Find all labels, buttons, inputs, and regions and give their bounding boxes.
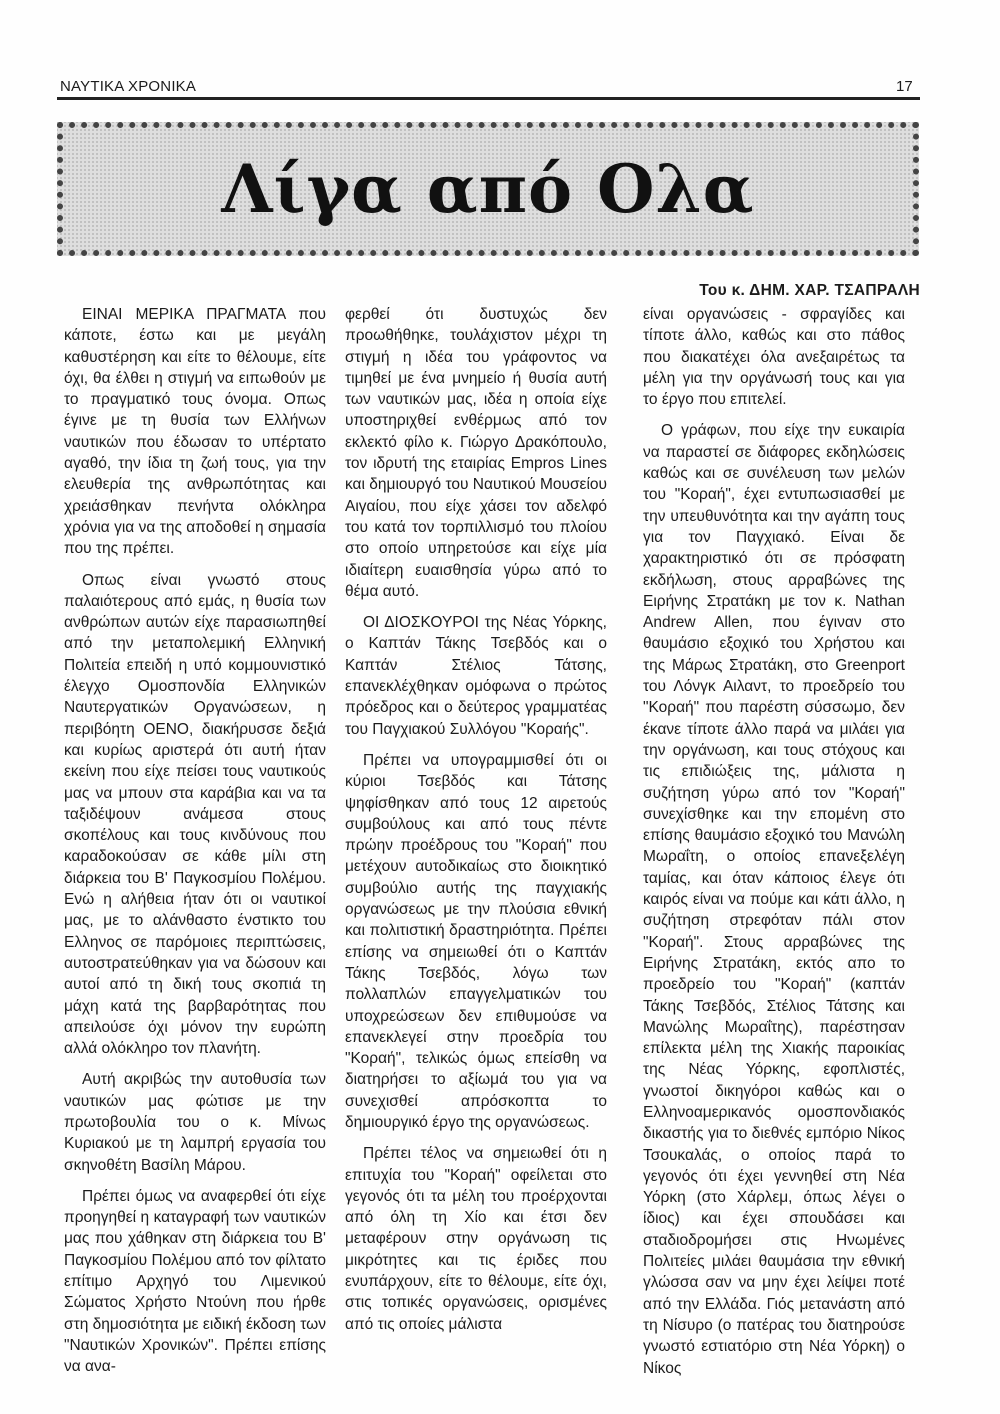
header-rule	[57, 97, 920, 100]
page-number: 17	[896, 78, 913, 95]
title-banner	[57, 122, 919, 256]
article-byline: Του κ. ΔΗΜ. ΧΑΡ. ΤΣΑΠΡΑΛΗ	[699, 282, 920, 299]
paragraph: ΟΙ ΔΙΟΣΚΟΥΡΟΙ της Νέας Υόρκης, ο Καπτάν Τάκης Τσεβδός και ο Καπτάν Στέλιος Τάτσης, επανεκλέχθηκαν ομόφωνα ο πρώτος πρόεδρος και ο δεύτερος γραμματέας του Παγχιακού Συλλόγου "Κοραής".	[345, 614, 607, 738]
article-column-2	[345, 304, 607, 1345]
paragraph: Οπως είναι γνωστό στους παλαιότερους από εμάς, η θυσία των ανθρώπων αυτών είχε παρασιωπηθεί από την μεταπολεμική Ελληνική Πολιτεία επειδή η υπό κομμουνιστικό έλεγχο Ομοσπονδία Ελληνικών Ναυτεργατικών Οργανώσεων, η περιβόητη ΟΕΝΟ, διακήρυσσε δεξιά και κυρίως αριστερά ότι αυτή ήταν εκείνη που είχε πείσει τους ναυτικούς μας να μπουν στα καράβια και να τα ταξιδέψουν ανάμεσα στους σκοπέλους και τους κινδύνους που καραδοκούσαν σε κάθε μίλι στη διάρκεια του Β' Παγκοσμίου Πολέμου. Ενώ η αλήθεια ήταν ότι οι ναυτικοί μας, με το αλάνθαστο ένστικτο του Ελληνος σε παρόμοιες περιπτώσεις, αυτοστρατεύθηκαν για να δώσουν και αυτοί από τη δική τους σκοπιά τη μάχη κατά της βαρβαρότητας που απειλούσε όχι μόνον την ευρώπη αλλά ολόκληρο τον πλανήτη.	[64, 571, 326, 1058]
paragraph: Ο γράφων, που είχε την ευκαιρία να παραστεί σε διάφορες εκδηλώσεις καθώς και σε συνέλευση των μελών του "Κοραή", έχει εντυπωσιασθεί με την υπευθυνότητα και την αγάπη τους για τον Παγχιακό. Είναι δε χαρακτηριστικό ότι σε πρόσφατη εκδήλωση, στους αρραβώνες της Ειρήνης Στρατάκη με τον κ. Nathan Andrew Allen, που έγιναν στο θαυμάσιο εξοχικό του Χρήστου και της Μάρως Στρατάκη, στο Greenport του Λόνγκ Αιλαντ, το προεδρείο του "Κοραή" που παρέστη σύσσωμο, δεν έκανε τίποτε άλλο παρά να μιλάει για την οργάνωση, και τους στόχους και τις επιδιώξεις της, μάλιστα η συζήτηση γύρω από τον "Κοραή" συνεχίσθηκε και την επομένη στο επίσης θαυμάσιο εξοχικό του Μανώλη Μωραΐτη, ο οποίος επανεξελέγη ταμίας, και όταν κάποιος έλεγε ότι καιρός είναι να πούμε και κάτι άλλο, η συζήτηση στρεφόταν πάλι στον "Κοραή". Στους αρραβώνες της Ειρήνης Στρατάκη, εκτός απο το προεδρείο του "Κοραή" (καπτάν Τάκης Τσεβδός, Στέλιος Τάτσης και Μανώλης Μωραΐτης), παρέστησαν επίλεκτα μέλη της Χιακής παροικίας της Νέας Υόρκης, εφοπλιστές, γνωστοί δικηγόροι καθώς και ο Ελληνοαμερικανός ομοσπονδιακός δικαστής για το διεθνές εμπόριο Νίκος Τσουκαλάς, ο οποίος παρά το γεγονός ότι έχει γεννηθεί στη Νέα Υόρκη (στο Χάρλεμ, όπως λέγει ο ίδιος) και έχει σπουδάσει και σταδιοδρομήσει στις Ηνωμένες Πολιτείες μιλάει θαυμάσια την εθνική γλώσσα σαν να μην έχει λείψει ποτέ από την Ελλάδα. Γιός μετανάστη από τη Νίσυρο (ο πατέρας του διατηρούσε γνωστό εστιατόριο στη Νέα Υόρκη) ο Νίκος	[643, 422, 905, 1377]
paragraph: Αυτή ακριβώς την αυτοθυσία των ναυτικών μας φώτισε με την πρωτοβουλία του ο κ. Μίνως Κυριακού με τη λαμπρή εργασία του σκηνοθέτη Βασίλη Μάρου.	[64, 1071, 326, 1174]
publication-title: ΝΑΥΤΙΚΑ ΧΡΟΝΙΚΑ	[60, 78, 197, 95]
paragraph: Πρέπει να υπογραμμισθεί ότι οι κύριοι Τσεβδός και Τάτσης ψηφίσθηκαν από τους 12 αιρετούς συμβούλους και από τους πέντε πρώην προέδρους του "Κοραή" που μετέχουν αυτοδικαίως στο διοικητικό συμβούλιο αυτής της παγχιακής οργανώσεως με την πλούσια εθνική και πολιτιστική δραστηριότητα. Πρέπει επίσης να σημειωθεί ότι ο Καπτάν Τάκης Τσεβδός, λόγω των πολλαπλών επαγγελματικών του υποχρεώσεων δεν επιθυμούσε να επανεκλεγεί στην προεδρία του "Κοραή", τελικώς όμως επείσθη να διατηρήσει το αξίωμά του για να συνεχισθεί απρόσκοπτα το δημιουργικό έργο της οργανώσεως.	[345, 751, 607, 1131]
paragraph: Πρέπει τέλος να σημειωθεί ότι η επιτυχία του "Κοραή" οφείλεται στο γεγονός ότι τα μέλη του προέρχονται από όλη τη Χίο και έτσι δεν μεταφέρουν στην οργάνωση τις μικρότητες και τις έριδες που ενυπάρχουν, είτε το θέλουμε, είτε όχι, στις τοπικές οργανώσεις, ορισμένες από τις οποίες μάλιστα	[345, 1145, 607, 1333]
article-column-1	[64, 304, 326, 1388]
paragraph: Πρέπει όμως να αναφερθεί ότι είχε προηγηθεί η καταγραφή των ναυτικών μας που χάθηκαν στη διάρκεια του Β' Παγκοσμίου Πολέμου από τον φίλτατο επίτιμο Αρχηγό του Λιμενικού Σώματος Χρήστο Ντούνη που ήρθε στη δημοσιότητα με ειδική έκδοση των "Ναυτικών Χρονικών". Πρέπει επίσης να ανα-	[64, 1187, 326, 1376]
paragraph: είναι οργανώσεις - σφραγίδες και τίποτε άλλο, καθώς και στο πάθος που διακατέχει όλα ανεξαιρέτως τα μέλη για την οργάνωσή τους και για το έργο που επιτελεί.	[643, 306, 905, 409]
article-title: Λίγα από Ολα	[221, 150, 755, 228]
paragraph: ΕΙΝΑΙ ΜΕΡΙΚΑ ΠΡΑΓΜΑΤΑ που κάποτε, έστω και με μεγάλη καθυστέρηση και είτε το θέλουμε, είτε όχι, θα έλθει η στιγμή να ειπωθούν με το πραγματικό τους όνομα. Οπως έγινε με τη θυσία των Ελλήνων ναυτικών που έδωσαν το υπέρτατο αγαθό, την ίδια τη ζωή τους, για την ελευθερία της ανθρωπότητας και χρειάσθηκαν πενήντα ολόκληρα χρόνια για να της αποδοθεί η σημασία που της πρέπει.	[64, 306, 326, 558]
article-column-3	[643, 304, 905, 1389]
paragraph: φερθεί ότι δυστυχώς δεν προωθήθηκε, τουλάχιστον μέχρι τη στιγμή η ιδέα του γράφοντος να τιμηθεί με ένα μνημείο ή θυσία αυτή των ναυτικών μας, ιδέα η οποία είχε υποστηριχθεί ενθέρμως από τον εκλεκτό φίλο κ. Γιώργο Δρακόπουλο, τον ιδρυτή της εταιρίας Empros Lines και δημιουργό του Ναυτικού Μουσείου Αιγαίου, που είχε χάσει τον αδελφό του κατά τον τορπιλλισμό του πλοίου στο οποίο υπηρετούσε και είχε μία ιδιαίτερη ευαισθησία γύρω από το θέμα αυτό.	[345, 306, 607, 600]
